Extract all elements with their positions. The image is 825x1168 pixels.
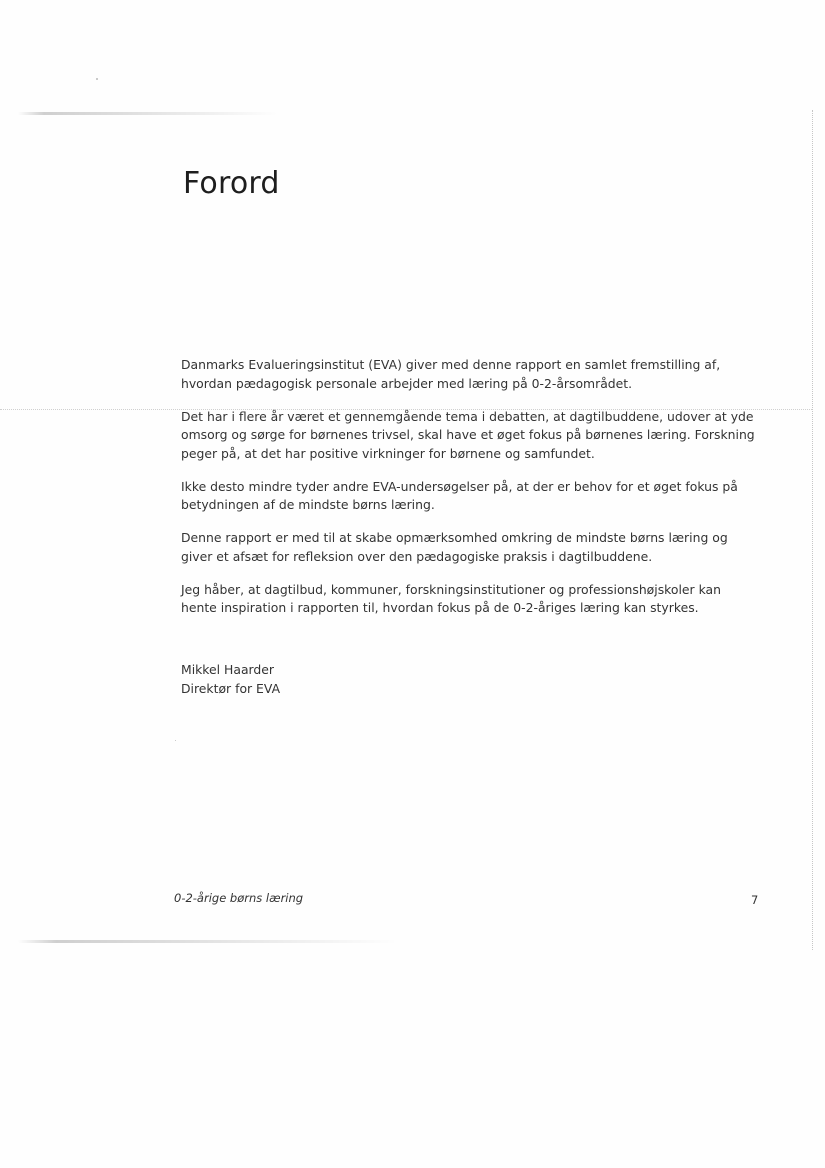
- paragraph: Jeg håber, at dagtilbud, kommuner, forskningsinstitutioner og professionshøjskoler kan hente inspiration i rapporten til, hvordan fokus på de 0-2-åriges læring kan styrkes.: [181, 581, 721, 615]
- paragraph: Danmarks Evalueringsinstitut (EVA) giver med denne rapport en samlet fremstilling af, hvordan pædagogisk personale arbejder med læring på 0-2-årsområdet.: [181, 357, 721, 391]
- paragraph: Denne rapport er med til at skabe opmærksomhed omkring de mindste børns læring og giver et afsæt for refleksion over den pædagogiske praksis i dagtilbuddene.: [181, 530, 728, 564]
- scan-artifact-right-edge: [812, 110, 813, 950]
- scan-speck: [96, 78, 98, 80]
- signature-role: Direktør for EVA: [181, 680, 281, 696]
- page-title: Forord: [183, 166, 280, 201]
- body-text: [181, 356, 756, 632]
- signature-name: Mikkel Haarder: [181, 662, 275, 677]
- page-number: 7: [751, 893, 759, 907]
- scan-artifact-top: [18, 112, 278, 115]
- scan-speck: [175, 740, 176, 741]
- paragraph: Ikke desto mindre tyder andre EVA-undersøgelser på, at der er behov for et øget fokus på betydningen af de mindste børns læring.: [181, 478, 738, 512]
- scan-artifact-bottom: [18, 940, 398, 943]
- paragraph: Det har i flere år været et gennemgående tema i debatten, at dagtilbuddene, udover at yde omsorg og sørge for børnenes trivsel, skal have et øget fokus på børnenes læring. Forskning peger på, at det har positive virkninger for børnene og samfundet.: [181, 408, 755, 461]
- signature-block: [181, 661, 280, 698]
- footer-publication-title: 0-2-årige børns læring: [174, 891, 304, 905]
